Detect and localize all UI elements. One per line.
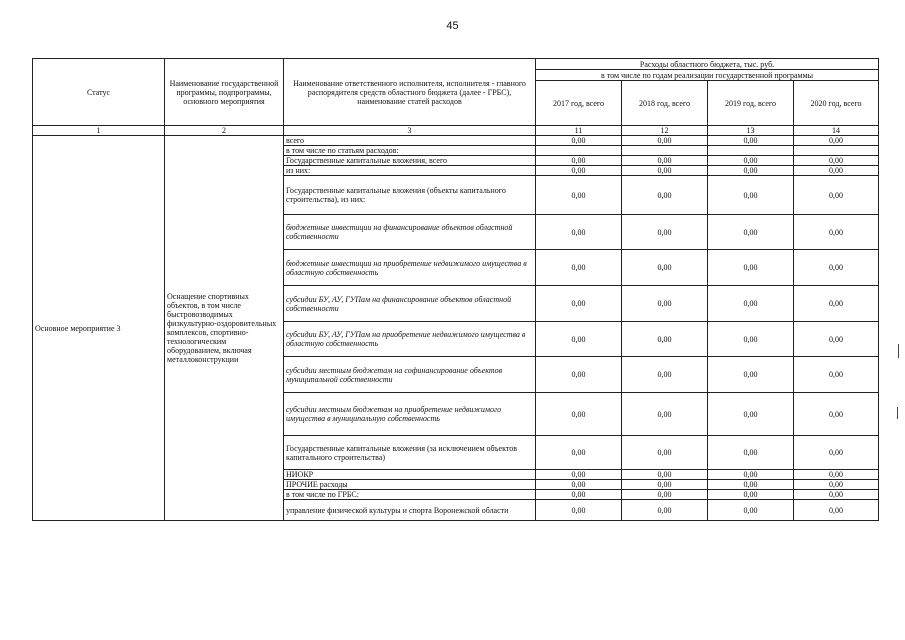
value-cell: 0,00 bbox=[794, 136, 879, 146]
value-cell: 0,00 bbox=[708, 357, 794, 393]
row-label: всего bbox=[284, 136, 536, 146]
value-cell bbox=[708, 146, 794, 156]
row-label: из них: bbox=[284, 166, 536, 176]
row-label: бюджетные инвестиции на приобретение недвижимого имущества в областную собственность bbox=[284, 250, 536, 286]
value-cell: 0,00 bbox=[708, 480, 794, 490]
value-cell: 0,00 bbox=[708, 500, 794, 521]
value-cell: 0,00 bbox=[622, 250, 708, 286]
column-number: 13 bbox=[708, 126, 794, 136]
value-cell: 0,00 bbox=[708, 393, 794, 436]
row-label: ПРОЧИЕ расходы bbox=[284, 480, 536, 490]
value-cell: 0,00 bbox=[794, 250, 879, 286]
value-cell: 0,00 bbox=[622, 357, 708, 393]
value-cell: 0,00 bbox=[794, 215, 879, 250]
value-cell bbox=[794, 146, 879, 156]
value-cell: 0,00 bbox=[536, 136, 622, 146]
header-year: 2019 год, всего bbox=[708, 81, 794, 126]
value-cell: 0,00 bbox=[536, 215, 622, 250]
value-cell bbox=[536, 146, 622, 156]
value-cell: 0,00 bbox=[536, 176, 622, 215]
header-year: 2018 год, всего bbox=[622, 81, 708, 126]
value-cell: 0,00 bbox=[708, 490, 794, 500]
value-cell: 0,00 bbox=[708, 286, 794, 322]
status-cell: Основное мероприятие 3 bbox=[33, 136, 165, 521]
value-cell: 0,00 bbox=[794, 176, 879, 215]
row-label: субсидии местным бюджетам на софинансирование объектов муниципальной собственности bbox=[284, 357, 536, 393]
column-number: 3 bbox=[284, 126, 536, 136]
value-cell: 0,00 bbox=[708, 436, 794, 470]
value-cell: 0,00 bbox=[794, 500, 879, 521]
value-cell: 0,00 bbox=[536, 470, 622, 480]
value-cell: 0,00 bbox=[794, 436, 879, 470]
column-numbers-row bbox=[33, 126, 879, 136]
value-cell: 0,00 bbox=[622, 322, 708, 357]
column-number: 1 bbox=[33, 126, 165, 136]
row-label: субсидии БУ, АУ, ГУПам на приобретение недвижимого имущества в областную собственность bbox=[284, 322, 536, 357]
header-by-years: в том числе по годам реализации государственной программы bbox=[536, 70, 879, 81]
column-number: 2 bbox=[165, 126, 284, 136]
column-number: 11 bbox=[536, 126, 622, 136]
value-cell: 0,00 bbox=[708, 322, 794, 357]
value-cell: 0,00 bbox=[622, 500, 708, 521]
row-label: Государственные капитальные вложения (объекты капитального строительства), из них: bbox=[284, 176, 536, 215]
scan-margin-mark bbox=[897, 407, 898, 419]
row-label: НИОКР bbox=[284, 470, 536, 480]
value-cell: 0,00 bbox=[622, 490, 708, 500]
budget-table bbox=[32, 58, 879, 521]
column-number: 12 bbox=[622, 126, 708, 136]
value-cell: 0,00 bbox=[708, 470, 794, 480]
header-executor-name: Наименование ответственного исполнителя, исполнителя - главного распорядителя средств областного бюджета (далее - ГРБС), наименование статей расходов bbox=[284, 59, 536, 126]
program-name-cell: Оснащение спортивных объектов, в том числе быстровозводимых физкультурно-оздоровительных комплексов, спортивно-технологическим оборудованием, включая металлоконструкции bbox=[165, 136, 284, 521]
value-cell: 0,00 bbox=[708, 156, 794, 166]
value-cell: 0,00 bbox=[622, 156, 708, 166]
value-cell: 0,00 bbox=[622, 436, 708, 470]
value-cell: 0,00 bbox=[536, 500, 622, 521]
header-status: Статус bbox=[33, 59, 165, 126]
value-cell: 0,00 bbox=[708, 215, 794, 250]
column-number: 14 bbox=[794, 126, 879, 136]
row-label: управление физической культуры и спорта Воронежской области bbox=[284, 500, 536, 521]
value-cell: 0,00 bbox=[794, 470, 879, 480]
value-cell: 0,00 bbox=[536, 286, 622, 322]
scan-margin-mark bbox=[898, 344, 899, 358]
table-row bbox=[33, 136, 879, 146]
value-cell: 0,00 bbox=[536, 156, 622, 166]
header-year: 2017 год, всего bbox=[536, 81, 622, 126]
value-cell: 0,00 bbox=[708, 166, 794, 176]
value-cell: 0,00 bbox=[794, 156, 879, 166]
value-cell: 0,00 bbox=[794, 286, 879, 322]
value-cell: 0,00 bbox=[622, 176, 708, 215]
value-cell: 0,00 bbox=[794, 490, 879, 500]
value-cell: 0,00 bbox=[708, 250, 794, 286]
row-label: Государственные капитальные вложения, всего bbox=[284, 156, 536, 166]
value-cell: 0,00 bbox=[708, 136, 794, 146]
value-cell: 0,00 bbox=[794, 480, 879, 490]
row-label: субсидии БУ, АУ, ГУПам на финансирование объектов областной собственности bbox=[284, 286, 536, 322]
row-label: субсидии местным бюджетам на приобретение недвижимого имущества в муниципальную собственность bbox=[284, 393, 536, 436]
value-cell: 0,00 bbox=[536, 436, 622, 470]
value-cell bbox=[622, 146, 708, 156]
header-year: 2020 год, всего bbox=[794, 81, 879, 126]
value-cell: 0,00 bbox=[536, 166, 622, 176]
header-expenses: Расходы областного бюджета, тыс. руб. bbox=[536, 59, 879, 70]
value-cell: 0,00 bbox=[536, 393, 622, 436]
value-cell: 0,00 bbox=[536, 490, 622, 500]
value-cell: 0,00 bbox=[794, 166, 879, 176]
value-cell: 0,00 bbox=[794, 322, 879, 357]
row-label: Государственные капитальные вложения (за исключением объектов капитального строительства) bbox=[284, 436, 536, 470]
row-label: бюджетные инвестиции на финансирование объектов областной собственности bbox=[284, 215, 536, 250]
row-label: в том числе по статьям расходов: bbox=[284, 146, 536, 156]
value-cell: 0,00 bbox=[536, 322, 622, 357]
value-cell: 0,00 bbox=[622, 393, 708, 436]
value-cell: 0,00 bbox=[622, 470, 708, 480]
header-row-1 bbox=[33, 59, 879, 70]
value-cell: 0,00 bbox=[622, 136, 708, 146]
row-label: в том числе по ГРБС: bbox=[284, 490, 536, 500]
value-cell: 0,00 bbox=[536, 250, 622, 286]
value-cell: 0,00 bbox=[794, 357, 879, 393]
page-number: 45 bbox=[446, 20, 459, 32]
value-cell: 0,00 bbox=[622, 166, 708, 176]
value-cell: 0,00 bbox=[622, 215, 708, 250]
value-cell: 0,00 bbox=[708, 176, 794, 215]
value-cell: 0,00 bbox=[794, 393, 879, 436]
value-cell: 0,00 bbox=[536, 480, 622, 490]
value-cell: 0,00 bbox=[536, 357, 622, 393]
header-program-name: Наименование государственной программы, подпрограммы, основного мероприятия bbox=[165, 59, 284, 126]
value-cell: 0,00 bbox=[622, 286, 708, 322]
value-cell: 0,00 bbox=[622, 480, 708, 490]
